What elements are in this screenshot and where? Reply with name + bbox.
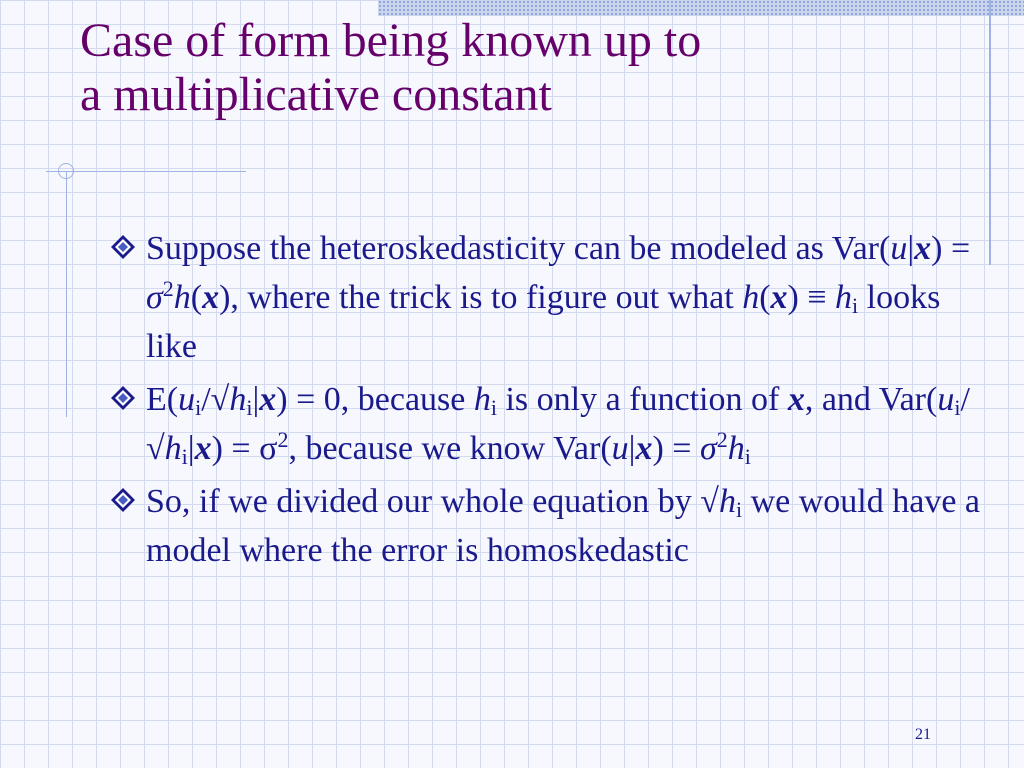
diamond-bullet-icon xyxy=(110,234,136,260)
slide-title-line-1: Case of form being known up to xyxy=(80,14,702,67)
bullet-item-3 xyxy=(110,477,990,575)
decorative-circle-ornament xyxy=(58,163,74,179)
slide-title-line-2: a multiplicative constant xyxy=(80,68,552,121)
bullet-item-2 xyxy=(110,375,990,473)
bullet-1-text: Suppose the heteroskedasticity can be modeled as $Var(u|x) = \sigma^2h(x)$, where the trick is to figure out what $h(x) \equiv h_i$ looks like xyxy=(146,230,971,365)
bullet-item-1 xyxy=(110,224,990,371)
bullet-2-text: $E(u_i/√h_i|x) = 0$, because $h_i$ is only a function of x, and $Var(u_i/√h_i|x) = \sigma^2$, because we know $Var(u|x) = \sigma^2h_i$ xyxy=(146,381,970,469)
slide-title xyxy=(80,14,960,122)
title-underline-rule xyxy=(46,171,246,172)
diamond-bullet-icon xyxy=(110,385,136,411)
bullet-list xyxy=(110,224,990,579)
page-number: 21 xyxy=(915,726,931,743)
bullet-3-text: So, if we divided our whole equation by $√h_i$ we would have a model where the error is homoskedastic xyxy=(146,483,980,569)
decorative-rule-left xyxy=(66,172,67,417)
diamond-bullet-icon xyxy=(110,487,136,513)
